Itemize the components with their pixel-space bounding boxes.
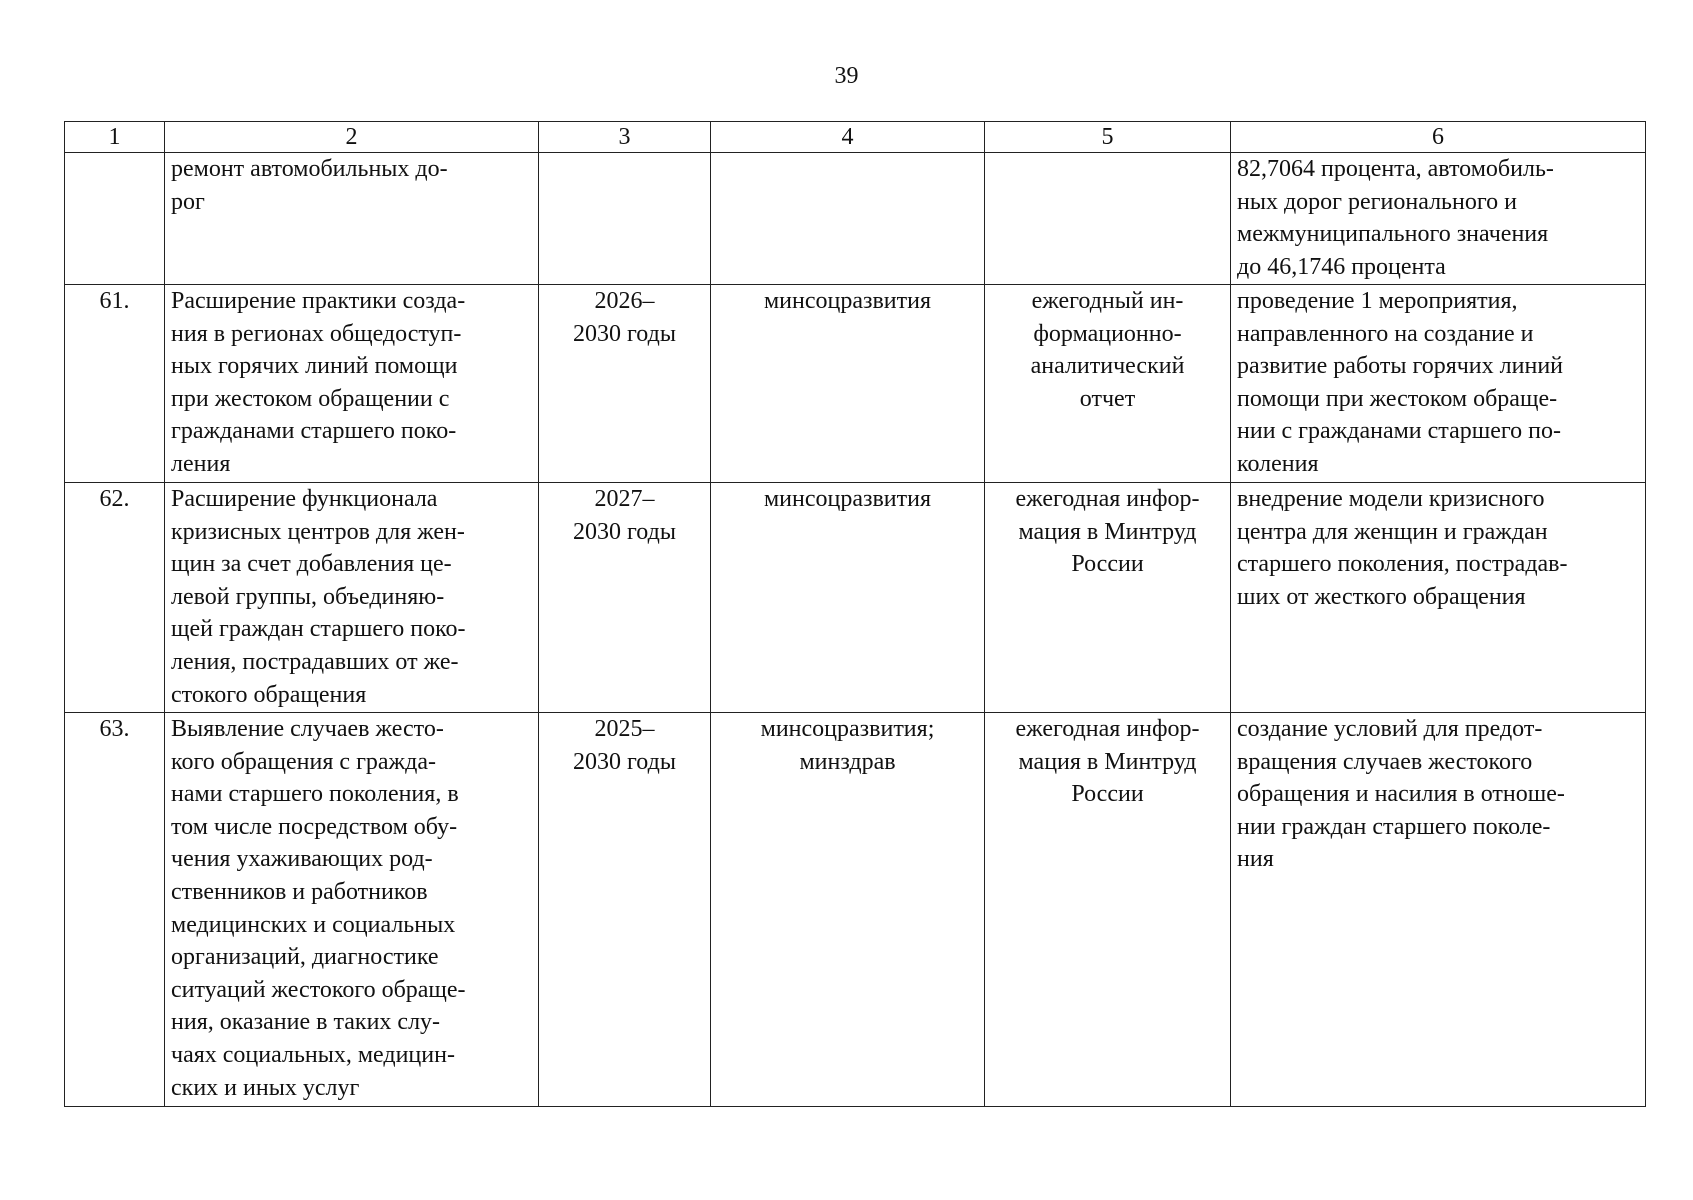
result-cell: внедрение модели кризисного центра для женщин и граждан старшего поколения, пострадав- ших от жесткого обращения (1231, 483, 1646, 713)
period-cell: 2027– 2030 годы (539, 483, 711, 713)
table-header-row (65, 122, 1646, 153)
report-cell: ежегодная инфор- мация в Минтруд России (985, 713, 1231, 1107)
executor-cell: минсоцразвития; минздрав (711, 713, 985, 1107)
row-number-cell (65, 153, 165, 285)
executor-cell: минсоцразвития (711, 285, 985, 483)
report-cell: ежегодная инфор- мация в Минтруд России (985, 483, 1231, 713)
result-cell: 82,7064 процента, автомобиль- ных дорог регионального и межмуниципального значения до 46,1746 процента (1231, 153, 1646, 285)
column-header: 3 (539, 122, 711, 153)
measure-cell: Расширение практики созда- ния в регионах общедоступ- ных горячих линий помощи при жестоком обращении с гражданами старшего поко- ления (165, 285, 539, 483)
period-cell: 2026– 2030 годы (539, 285, 711, 483)
measure-cell: ремонт автомобильных до- рог (165, 153, 539, 285)
table-row (65, 285, 1646, 483)
column-header: 1 (65, 122, 165, 153)
row-number-cell: 63. (65, 713, 165, 1107)
report-cell: ежегодный ин- формационно- аналитический отчет (985, 285, 1231, 483)
column-header: 6 (1231, 122, 1646, 153)
result-cell: создание условий для предот- вращения случаев жестокого обращения и насилия в отноше- нии граждан старшего поколе- ния (1231, 713, 1646, 1107)
period-cell: 2025– 2030 годы (539, 713, 711, 1107)
column-header: 4 (711, 122, 985, 153)
executor-cell (711, 153, 985, 285)
table-row (65, 483, 1646, 713)
table-row (65, 153, 1646, 285)
measure-cell: Выявление случаев жесто- кого обращения с гражда- нами старшего поколения, в том числе посредством обу- чения ухаживающих род- ственников и работников медицинских и социальных организаций, диагностике ситуаций жестокого обраще- ния, оказание в таких слу- чаях социальных, медицин- ских и иных услуг (165, 713, 539, 1107)
table-row (65, 713, 1646, 1107)
page-number: 39 (834, 63, 859, 89)
column-header: 2 (165, 122, 539, 153)
period-cell (539, 153, 711, 285)
report-cell (985, 153, 1231, 285)
column-header: 5 (985, 122, 1231, 153)
measures-table (64, 121, 1646, 1107)
result-cell: проведение 1 мероприятия, направленного на создание и развитие работы горячих линий помощи при жестоком обраще- нии с гражданами старшего по- коления (1231, 285, 1646, 483)
row-number-cell: 62. (65, 483, 165, 713)
executor-cell: минсоцразвития (711, 483, 985, 713)
measure-cell: Расширение функционала кризисных центров для жен- щин за счет добавления це- левой группы, объединяю- щей граждан старшего поко- ления, пострадавших от же- стокого обращения (165, 483, 539, 713)
row-number-cell: 61. (65, 285, 165, 483)
